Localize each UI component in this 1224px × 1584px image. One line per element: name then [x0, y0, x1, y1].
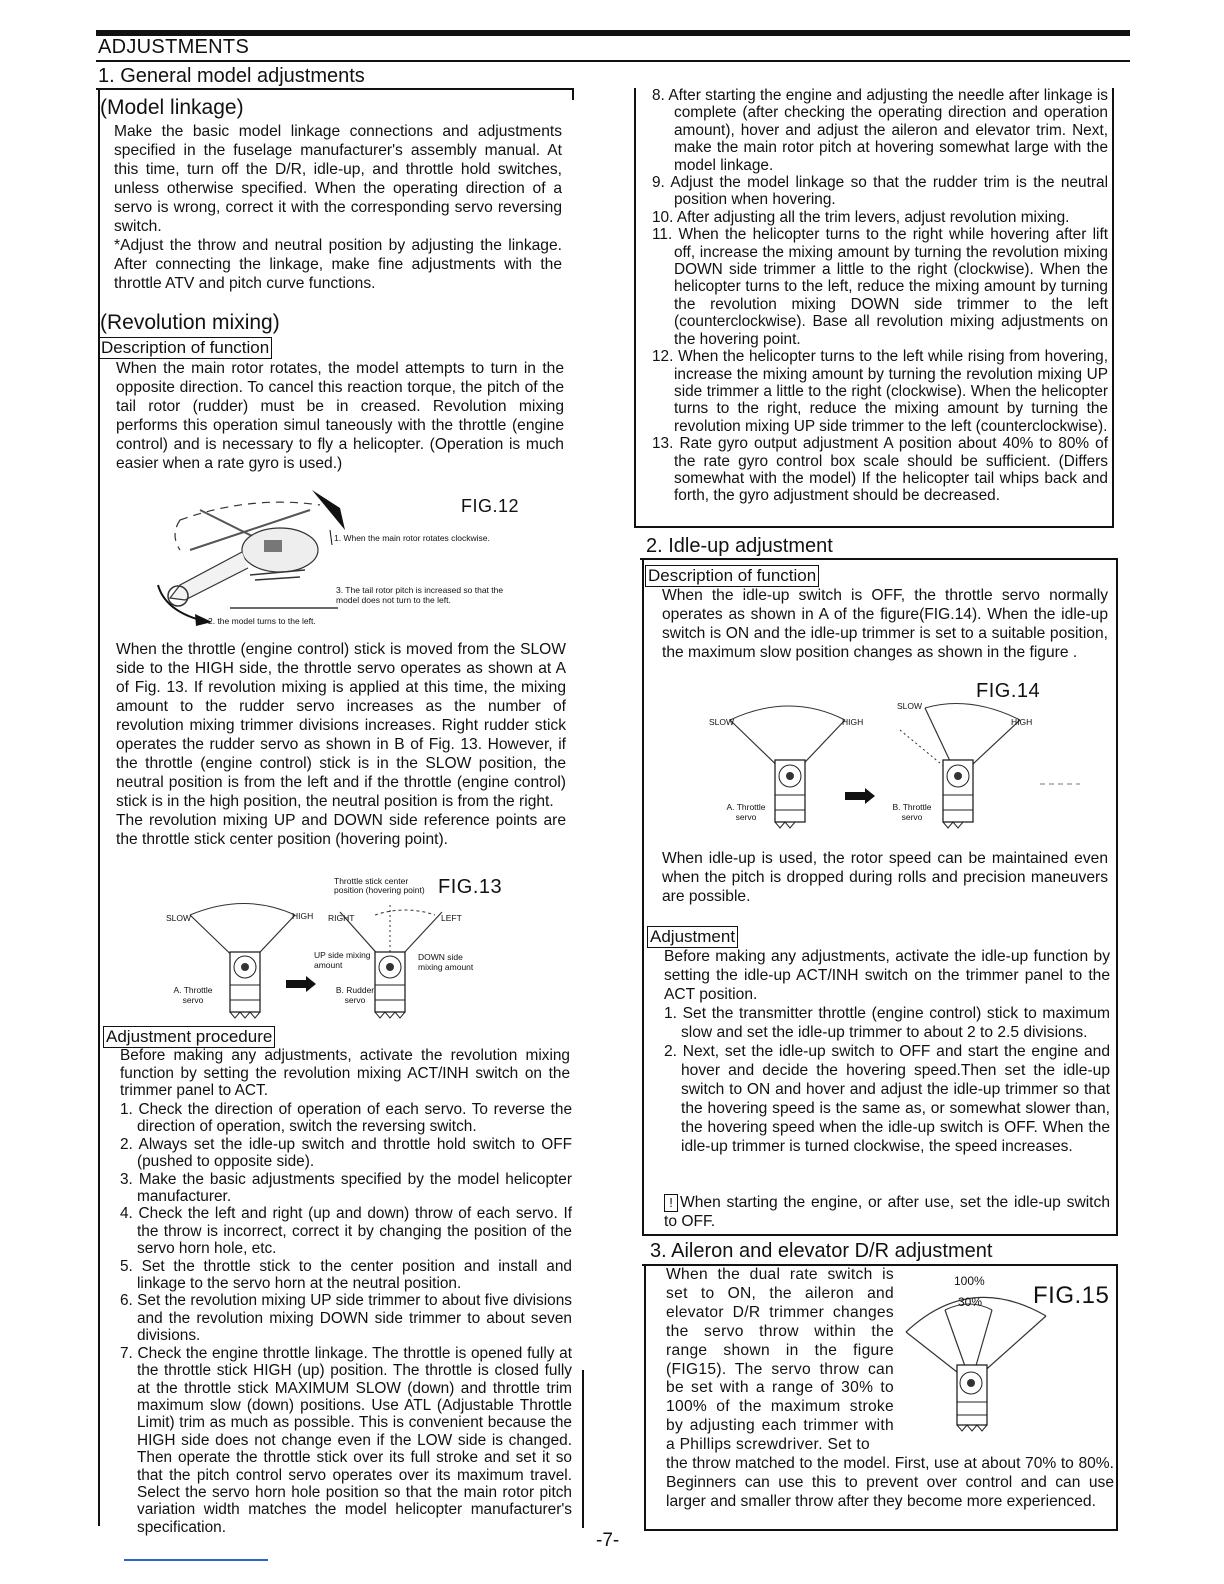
- page-header: ADJUSTMENTS: [98, 36, 250, 58]
- step-7: 7. Check the engine throttle linkage. The throttle is opened fully at the throttle stick HIGH (up) position. The throttle is closed fully at the throttle stick MAXIMUM SLOW (down) and throttle trim maximum slow (down) positions. Use ATL (Adjustable Throttle Limit) trim as much as possible. This is convenient because the HIGH side does not change even if the LOW side is changed. Then operate the throttle stick over its full stroke and set it so that the pitch control servo operates over its maximum travel. Select the servo horn hole position so that the main rotor pitch variation width matches the model helicopter manufacturer's specification.: [120, 1344, 572, 1536]
- idle-up-box-bottom: [642, 1234, 1118, 1236]
- section-title-idle-up: 2. Idle-up adjustment: [646, 535, 833, 557]
- section-title-aileron: 3. Aileron and elevator D/R adjustment: [650, 1240, 993, 1262]
- aileron-box-left: [644, 1264, 646, 1531]
- step-12: 12. When the helicopter turns to the left while rising from hovering, increase the mixing amount by turning the revolution mixing UP side trimmer a little to the right (clockwise). When the helicopter turns to the right, reduce the mixing amount by turning the revolution mixing UP side trimmer to the left (counterclockwise).: [652, 348, 1108, 435]
- fig14-high-a: HIGH: [842, 717, 864, 727]
- idle-up-adjustment-intro: Before making any adjustments, activate the idle-up function by setting the idle-up ACT/INH switch on the trimmer panel to the ACT position.: [664, 948, 1110, 1003]
- model-linkage-para-2: *Adjust the throw and neutral position by adjusting the linkage. After connecting the linkage, make fine adjustments with the throttle ATV and pitch curve functions.: [114, 237, 562, 292]
- reference-points-text: The revolution mixing UP and DOWN side reference points are the throttle stick center position (hovering point).: [116, 812, 566, 848]
- idle-up-description-label: Description of function: [645, 565, 819, 587]
- fig13-label: FIG.13: [438, 876, 503, 898]
- top-rule: [96, 30, 1130, 36]
- model-linkage-para-1: Make the basic model linkage connections and adjustments specified in the fuselage manufacturer's assembly manual. At this time, turn off the D/R, idle-up, and throttle hold switches, unless otherwise specified. When the operating direction of a servo is wrong, correct it with the corresponding servo reversing switch.: [114, 123, 562, 235]
- footer-link-line: [124, 1559, 268, 1561]
- fig13-high: HIGH: [292, 911, 314, 921]
- fig13-right: RIGHT: [328, 913, 355, 923]
- adjustment-steps-left: [120, 1101, 572, 1536]
- revolution-mixing-explanation: [116, 640, 566, 849]
- fig12-note-3: 3. The tail rotor pitch is increased so that the model does not turn to the left.: [336, 585, 504, 605]
- right-box-border-left: [634, 88, 636, 528]
- aileron-text-wrap: When the dual rate switch is set to ON, the aileron and elevator D/R trimmer changes the servo throw within the range shown in the figure (FIG15). The servo throw can be set with a range of 30% to 100% of the maximum stroke by adjusting each trimmer with a Phillips screwdriver. Set to: [666, 1266, 894, 1454]
- fig13-a-throttle: A. Throttle servo: [173, 985, 213, 1005]
- fig14-high-b: HIGH: [1011, 717, 1033, 727]
- step-13: 13. Rate gyro output adjustment A position about 40% to 80% of the rate gyro control box scale should be sufficient. (Differs somewhat with the model) If the helicopter tail whips back and forth, the gyro adjustment should be decreased.: [652, 435, 1108, 505]
- idle-up-step-2: 2. Next, set the idle-up switch to OFF and start the engine and hover and decide the hovering speed.Then set the idle-up switch to ON and hover and adjust the idle-up trimmer so that the hovering speed is the same as, or somewhat slower than, the hovering speed when the idle-up switch is OFF. When the idle-up trimmer is turned clockwise, the speed increases.: [664, 1043, 1110, 1155]
- fig13-up-side: UP side mixing amount: [314, 950, 371, 970]
- fig13-left: LEFT: [441, 913, 462, 923]
- fig14-b-throttle: B. Throttle servo: [892, 802, 932, 822]
- fig14-a-throttle: A. Throttle servo: [726, 802, 766, 822]
- adjustment-procedure-intro: Before making any adjustments, activate the revolution mixing function by setting the revolution mixing ACT/INH switch on the trimmer panel to ACT.: [120, 1047, 570, 1100]
- right-box-border-bottom: [634, 526, 1114, 528]
- fig14-label: FIG.14: [976, 680, 1041, 702]
- section-title-general: 1. General model adjustments: [98, 65, 365, 87]
- fig13-down-side: DOWN side mixing amount: [418, 952, 474, 972]
- step-8: 8. After starting the engine and adjusting the needle after linkage is complete (after checking the operating direction and operation amount), hover and adjust the aileron and elevator trim. Next, make the main rotor pitch at hovering somewhat large with the model linkage.: [652, 87, 1108, 174]
- description-of-function-label: Description of function: [98, 337, 272, 359]
- idle-up-after-fig14: When idle-up is used, the rotor speed can be maintained even when the pitch is dropped during rolls and precision maneuvers are possible.: [662, 850, 1108, 905]
- step-4: 4. Check the left and right (up and down) throw of each servo. If the throw is incorrect, correct it by changing the position of the servo horn hole, etc.: [120, 1205, 572, 1258]
- after-fig12-text: When the throttle (engine control) stick is moved from the SLOW side to the HIGH side, the throttle servo operates as shown at A of Fig. 13. If revolution mixing is applied at this time, the mixing amount to the rudder servo increases as the number of revolution mixing trimmer divisions increases. Right rudder stick operates the rudder servo as shown in B of Fig. 13. However, if the throttle (engine control) stick is in the SLOW position, the neutral position is from the left and if the throttle (engine control) stick is in the high position, the neutral position is from the right.: [116, 641, 566, 810]
- idle-up-box-right: [1116, 558, 1118, 1236]
- model-linkage-text: [114, 122, 562, 293]
- idle-up-box-left: [642, 558, 644, 1236]
- step-11: 11. When the helicopter turns to the right while hovering after lift off, increase the mixing amount by turning the revolution mixing DOWN side trimmer a little to the right (clockwise). When the helicopter turns to the left, reduce the mixing amount by turning the revolution mixing DOWN side trimmer to the left (counterclockwise). Base all revolution mixing adjustments on the hovering point.: [652, 226, 1108, 348]
- step-3: 3. Make the basic adjustments specified by the model helicopter manufacturer.: [120, 1170, 572, 1206]
- fig12-note-2: 2. the model turns to the left.: [208, 616, 316, 626]
- fig15-100-percent: 100%: [954, 1274, 985, 1288]
- fig14-slow-a: SLOW: [709, 717, 735, 727]
- section-rule-general: [96, 88, 574, 90]
- section-rule-idle-up: [640, 558, 1118, 560]
- idle-up-steps: [664, 1004, 1110, 1156]
- page-number: -7-: [596, 1530, 620, 1551]
- fig13-stick-center-label: Throttle stick center position (hovering point): [334, 876, 425, 895]
- idle-up-description: When the idle-up switch is OFF, the throttle servo normally operates as shown in A of the figure(FIG.14). When the idle-up switch is ON and the idle-up trimmer is set to a suitable position, the maximum slow position changes as shown in the figure .: [662, 587, 1108, 661]
- revolution-mixing-description: When the main rotor rotates, the model attempts to turn in the opposite direction. To cancel this reaction torque, the pitch of the tail rotor (rudder) must be in creased. Revolution mixing performs this operation simul taneously with the throttle (engine control) and is necessary to fly a helicopter. (Operation is much easier when a rate gyro is used.): [116, 360, 564, 472]
- step-9: 9. Adjust the model linkage so that the rudder trim is the neutral position when hovering.: [652, 174, 1108, 209]
- step-1: 1. Check the direction of operation of each servo. To reverse the direction of operation, switch the reversing switch.: [120, 1101, 572, 1136]
- idle-up-warning: [664, 1193, 1110, 1231]
- left-box-border: [98, 88, 100, 1526]
- adjustment-steps-right: [652, 87, 1108, 505]
- fig15-label: FIG.15: [1033, 1282, 1110, 1309]
- step-6: 6. Set the revolution mixing UP side trimmer to about five divisions and the revolution mixing DOWN side trimmer to about seven divisions.: [120, 1292, 572, 1345]
- aileron-text-full: the throw matched to the model. First, use at about 70% to 80%. Beginners can use this to prevent over control and can use larger and smaller throw after they become more experienced.: [666, 1455, 1114, 1510]
- step-5: 5. Set the throttle stick to the center position and install and linkage to the servo horn at the neutral position.: [120, 1257, 572, 1293]
- idle-up-step-1: 1. Set the transmitter throttle (engine control) stick to maximum slow and set the idle-up trimmer to about 2 to 2.5 divisions.: [664, 1005, 1110, 1041]
- left-box-border-right-bottom: [582, 1370, 584, 1528]
- fig12-note-1: 1. When the main rotor rotates clockwise.: [334, 533, 490, 543]
- fig15-30-percent: 30%: [958, 1295, 983, 1309]
- model-linkage-heading: (Model linkage): [100, 96, 244, 119]
- idle-up-warning-text: When starting the engine, or after use, set the idle-up switch to OFF.: [664, 1194, 1110, 1230]
- step-10: 10. After adjusting all the trim levers, adjust revolution mixing.: [652, 208, 1070, 226]
- step-2: 2. Always set the idle-up switch and throttle hold switch to OFF (pushed to opposite side).: [120, 1135, 572, 1171]
- left-box-border-right-top: [572, 88, 574, 100]
- fig13-b-rudder: B. Rudder servo: [335, 985, 375, 1005]
- aileron-box-right: [1116, 1264, 1118, 1531]
- adjustment-procedure-label: Adjustment procedure: [103, 1026, 275, 1048]
- right-box-border-right: [1112, 88, 1114, 528]
- idle-up-adjustment-label: Adjustment: [647, 926, 738, 948]
- warning-icon: !: [664, 1194, 678, 1212]
- header-rule: [96, 60, 1130, 62]
- fig14-slow-b: SLOW: [897, 701, 923, 711]
- revolution-mixing-heading: (Revolution mixing): [100, 311, 280, 334]
- fig13-slow: SLOW: [166, 913, 192, 923]
- aileron-box-bottom: [644, 1529, 1118, 1531]
- fig12-label: FIG.12: [461, 496, 520, 516]
